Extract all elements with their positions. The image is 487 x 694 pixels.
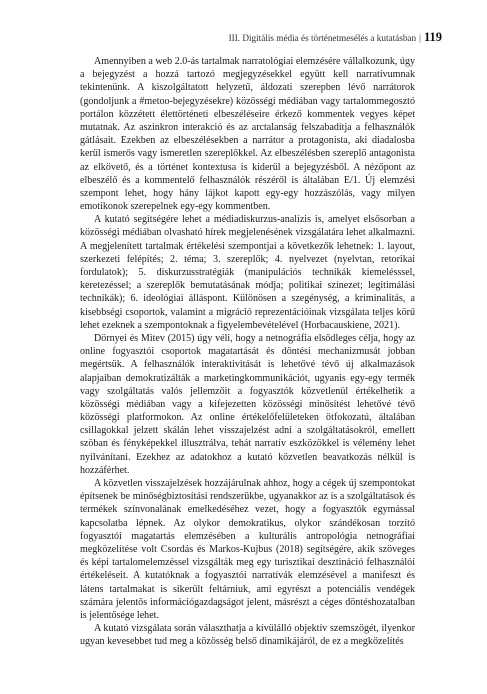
paragraph-3: Dörnyei és Mitev (2015) úgy véli, hogy a netnográfia elsődleges célja, hogy az online fogyasztói csoportok magatartását és döntési mechanizmusát jobban megértsük. A felhasználók interaktivitását is lehetővé tévő új alkalmazások alapjaiban demokratizálták a marketingkommunikációt, ugyanis egy-egy termék vagy szolgáltatás valós jellemzőit a fogyasztók közvetlenül értékelhetik a közösségi médiában vagy a kifejezetten közösségi minősítést lehetővé tévő közösségi platformokon. Az online értékelőfelületeken ötfokozatú, általában csillagokkal jelzett skálán lehet visszajelzést adni a szolgáltatásokról, emellett szöban és fényképekkel illusztrálva, tehát narratív eszközökkel is vélemény lehet nyilvánítani. Ezekhez az adatokhoz a kutató közvetlen beavatkozás nélkül is hozzáférhet.	[80, 332, 415, 476]
running-header	[229, 30, 442, 45]
paragraph-5: A kutató vizsgálata során választhatja a kívülálló objektív szemszögét, ilyenkor ugyan kevesebbet tud meg a közösség belső dinamikájáról, de ez a megközelítés	[80, 623, 415, 648]
body-text	[80, 55, 415, 648]
paragraph-2: A kutató segítségére lehet a médiadiskurzus-analízis is, amelyet elsősorban a közösségi médiában olvasható hírek megjelenésének vizsgálatára lehet alkalmazni. A megjelenített tartalmak értékelési szempontjai a következők lehetnek: 1. layout, szerkezeti felépítés; 2. téma; 3. szereplők; 4. nyelvezet (nyelvtan, retorikai fordulatok); 5. diskurzusstratégiák (manipulációs technikák kiemelésssel, keretezéssel; a szereplők bemutatásának módja; politikai színezet; legitimálási technikák); 6. ideológiai álláspont. Különösen a szegénység, a kriminalitás, a kisebbségi csoportok, valamint a migráció reprezentációinak vizsgálata teljes körű lehet ezeknek a szempontoknak a figyelembevételével (Horbacauskiene, 2021).	[80, 214, 415, 331]
page-number: 119	[423, 30, 442, 44]
running-title: III. Digitális média és történetmesélés a kutatásban	[228, 33, 417, 43]
paragraph-1: Amennyiben a web 2.0-ás tartalmak narratológiai elemzésére vállalkozunk, úgy a bejegyzést a hozzá tartozó megjegyzésekkel együtt kell narratívumnak tekintenünk. A kiszolgáltatott helyzetű, áldozati szerepben lévő narrátorok (gondoljunk a #metoo-bejegyzésekre) közösségi médiában vagy tartalommegosztó portálon közzétett élettörténeti elbeszéléseire érkező kommentek vegyes képet mutatnak. Az aszinkron interakció és az arctalanság felszabadítja a felhasználók gátlásait. Ezekben az elbeszélésekben a narrátor a protagonista, aki diadalosba kerül ismerős vagy ismeretlen szereplőkkel. Az elbeszélésben szereplő antagonista az elkövető, és a történet kontextusa is kiderül a bejegyzésből. A nézőpont az elbeszélő és a kommentelő felhasználók részéről is általában E/1. Új elemzési szempont lehet, hogy hány lájkot kapott egy-egy hozzászólás, vagy milyen emotikonok szerepelnek egy-egy kommentben.	[80, 56, 415, 213]
paragraph-4: A közvetlen visszajelzések hozzájárulnak ahhoz, hogy a cégek új szempontokat építsenek be minőségbiztosítási rendszerükbe, ugyanakkor az is a szolgáltatások és termékek színvonalának emelkedéséhez vezet, hogy a fogyasztók egymással kapcsolatba lépnek. Az olykor demokratikus, olykor szándékosan torzító fogyasztói magatartás elemzésében a kulturális antropológia netnográfiai megközelítése volt Csordás és Markos-Kujbus (2018) segítségére, akik szöveges és képi tartalomelemzéssel vizsgálták meg egy turisztikai desztináció felhasználói értékeléseit. A kutatóknak a fogyasztói narratívák elemzésével a manifeszt és látens tartalmakat is sikerült feltárniuk, ami egyrészt a potenciális vendégek számára jelentős információgazdagságot jelent, másrészt a céges döntéshozatalban is jelentősége lehet.	[80, 478, 415, 621]
header-separator: |	[419, 33, 421, 43]
